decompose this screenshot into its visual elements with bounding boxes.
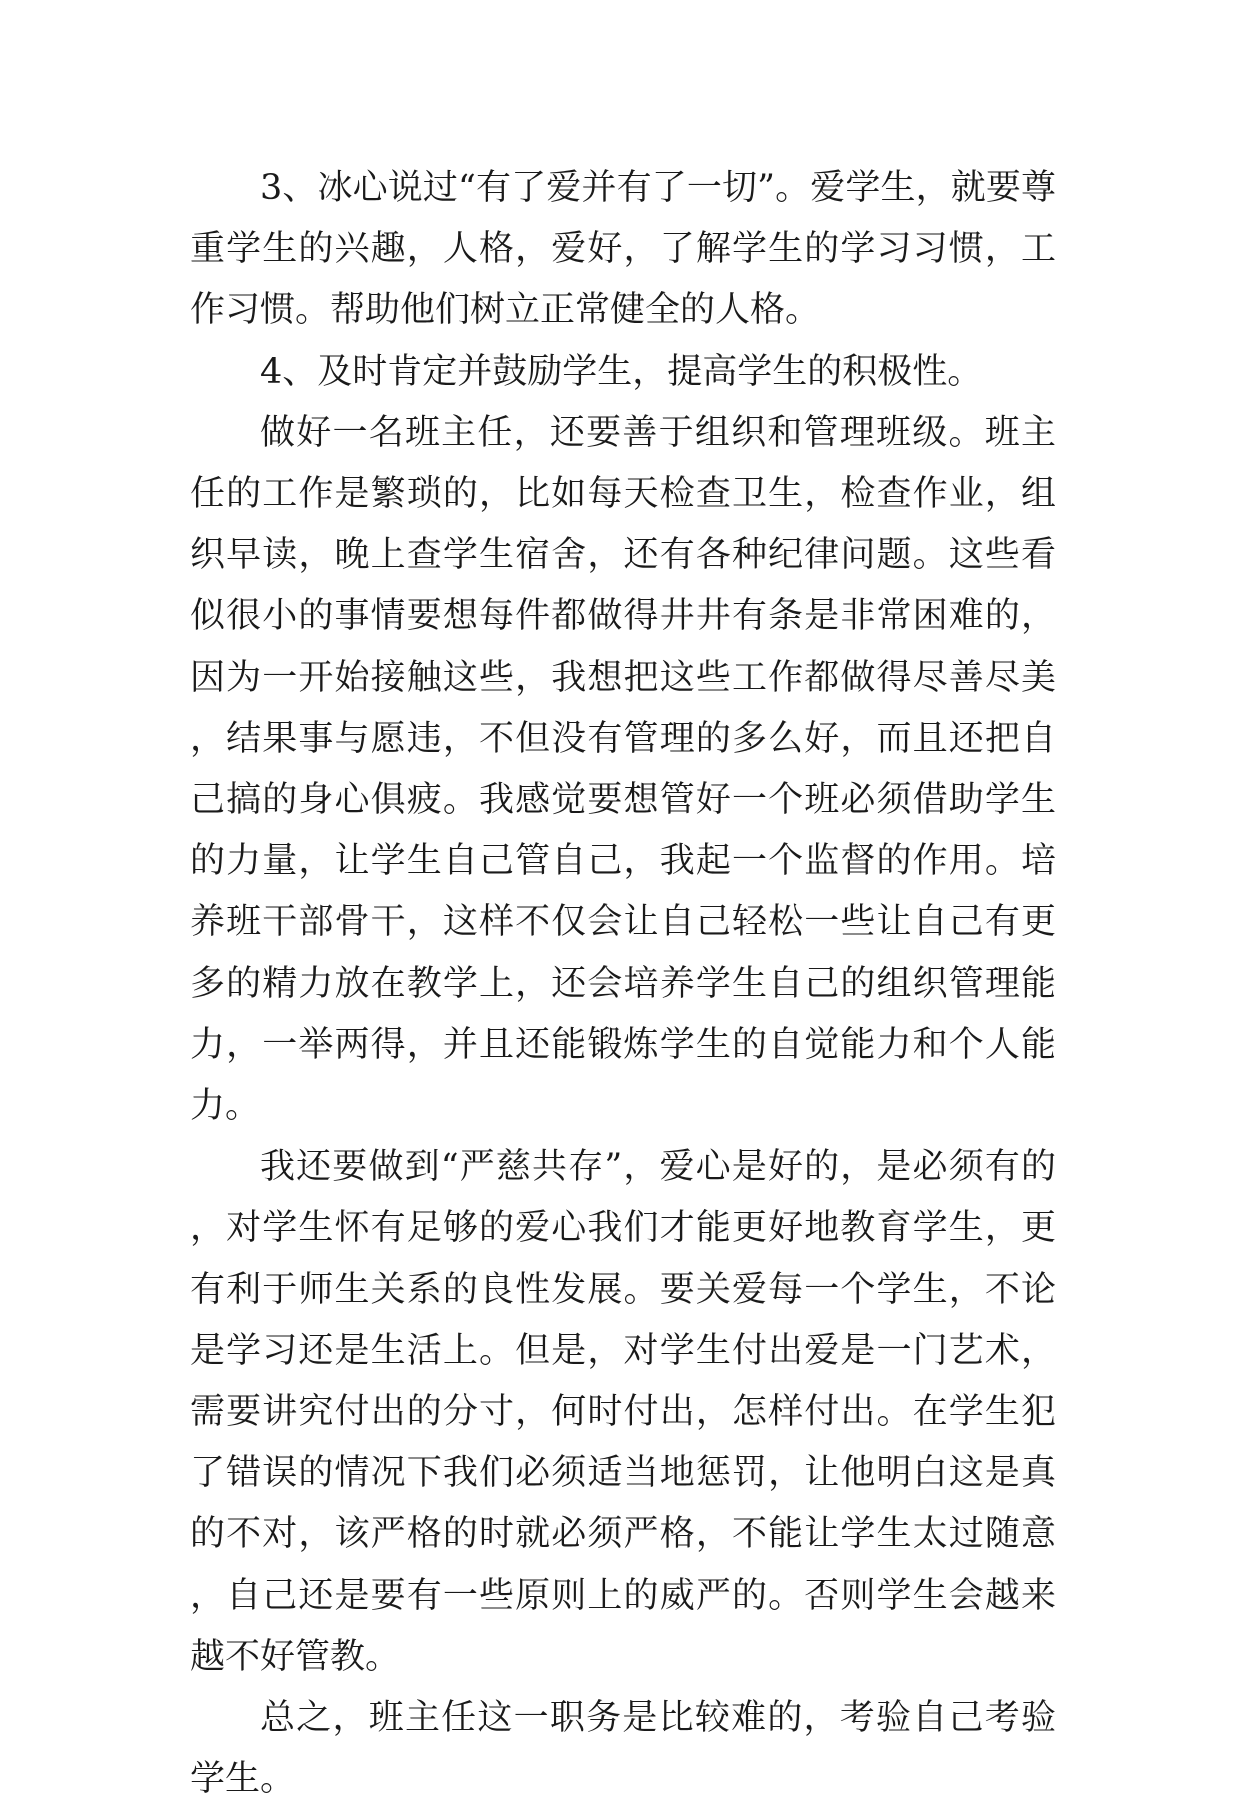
document-body [190,158,1056,1810]
paragraph-respect-students: 3、冰心说过“有了爱并有了一切”。爱学生，就要尊重学生的兴趣，人格，爱好，了解学生的学习习惯，工作习惯。帮助他们树立正常健全的人格。 [190,168,1056,331]
paragraph-encourage-students: 4、及时肯定并鼓励学生，提高学生的积极性。 [260,351,983,392]
paragraph-strict-and-kind: 我还要做到“严慈共存”，爱心是好的，是必须有的，对学生怀有足够的爱心我们才能更好地教育学生，更有利于师生关系的良性发展。要关爱每一个学生，不论是学习还是生活上。但是，对学生付出爱是一门艺术，需要讲究付出的分寸，何时付出，怎样付出。在学生犯了错误的情况下我们必须适当地惩罚，让他明白这是真的不对，该严格的时就必须严格，不能让学生太过随意，自己还是要有一些原则上的威严的。否则学生会越来越不好管教。 [190,1147,1056,1677]
paragraph-class-management: 做好一名班主任，还要善于组织和管理班级。班主任的工作是繁琐的，比如每天检查卫生，检查作业，组织早读，晚上查学生宿舍，还有各种纪律问题。这些看似很小的事情要想每件都做得井井有条是非常困难的，因为一开始接触这些，我想把这些工作都做得尽善尽美，结果事与愿违，不但没有管理的多么好，而且还把自己搞的身心俱疲。我感觉要想管好一个班必须借助学生的力量，让学生自己管自己，我起一个监督的作用。培养班干部骨干，这样不仅会让自己轻松一些让自己有更多的精力放在教学上，还会培养学生自己的组织管理能力，一举两得，并且还能锻炼学生的自觉能力和个人能力。 [190,412,1056,1127]
paragraph-conclusion: 总之，班主任这一职务是比较难的，考验自己考验学生。 [190,1698,1056,1800]
